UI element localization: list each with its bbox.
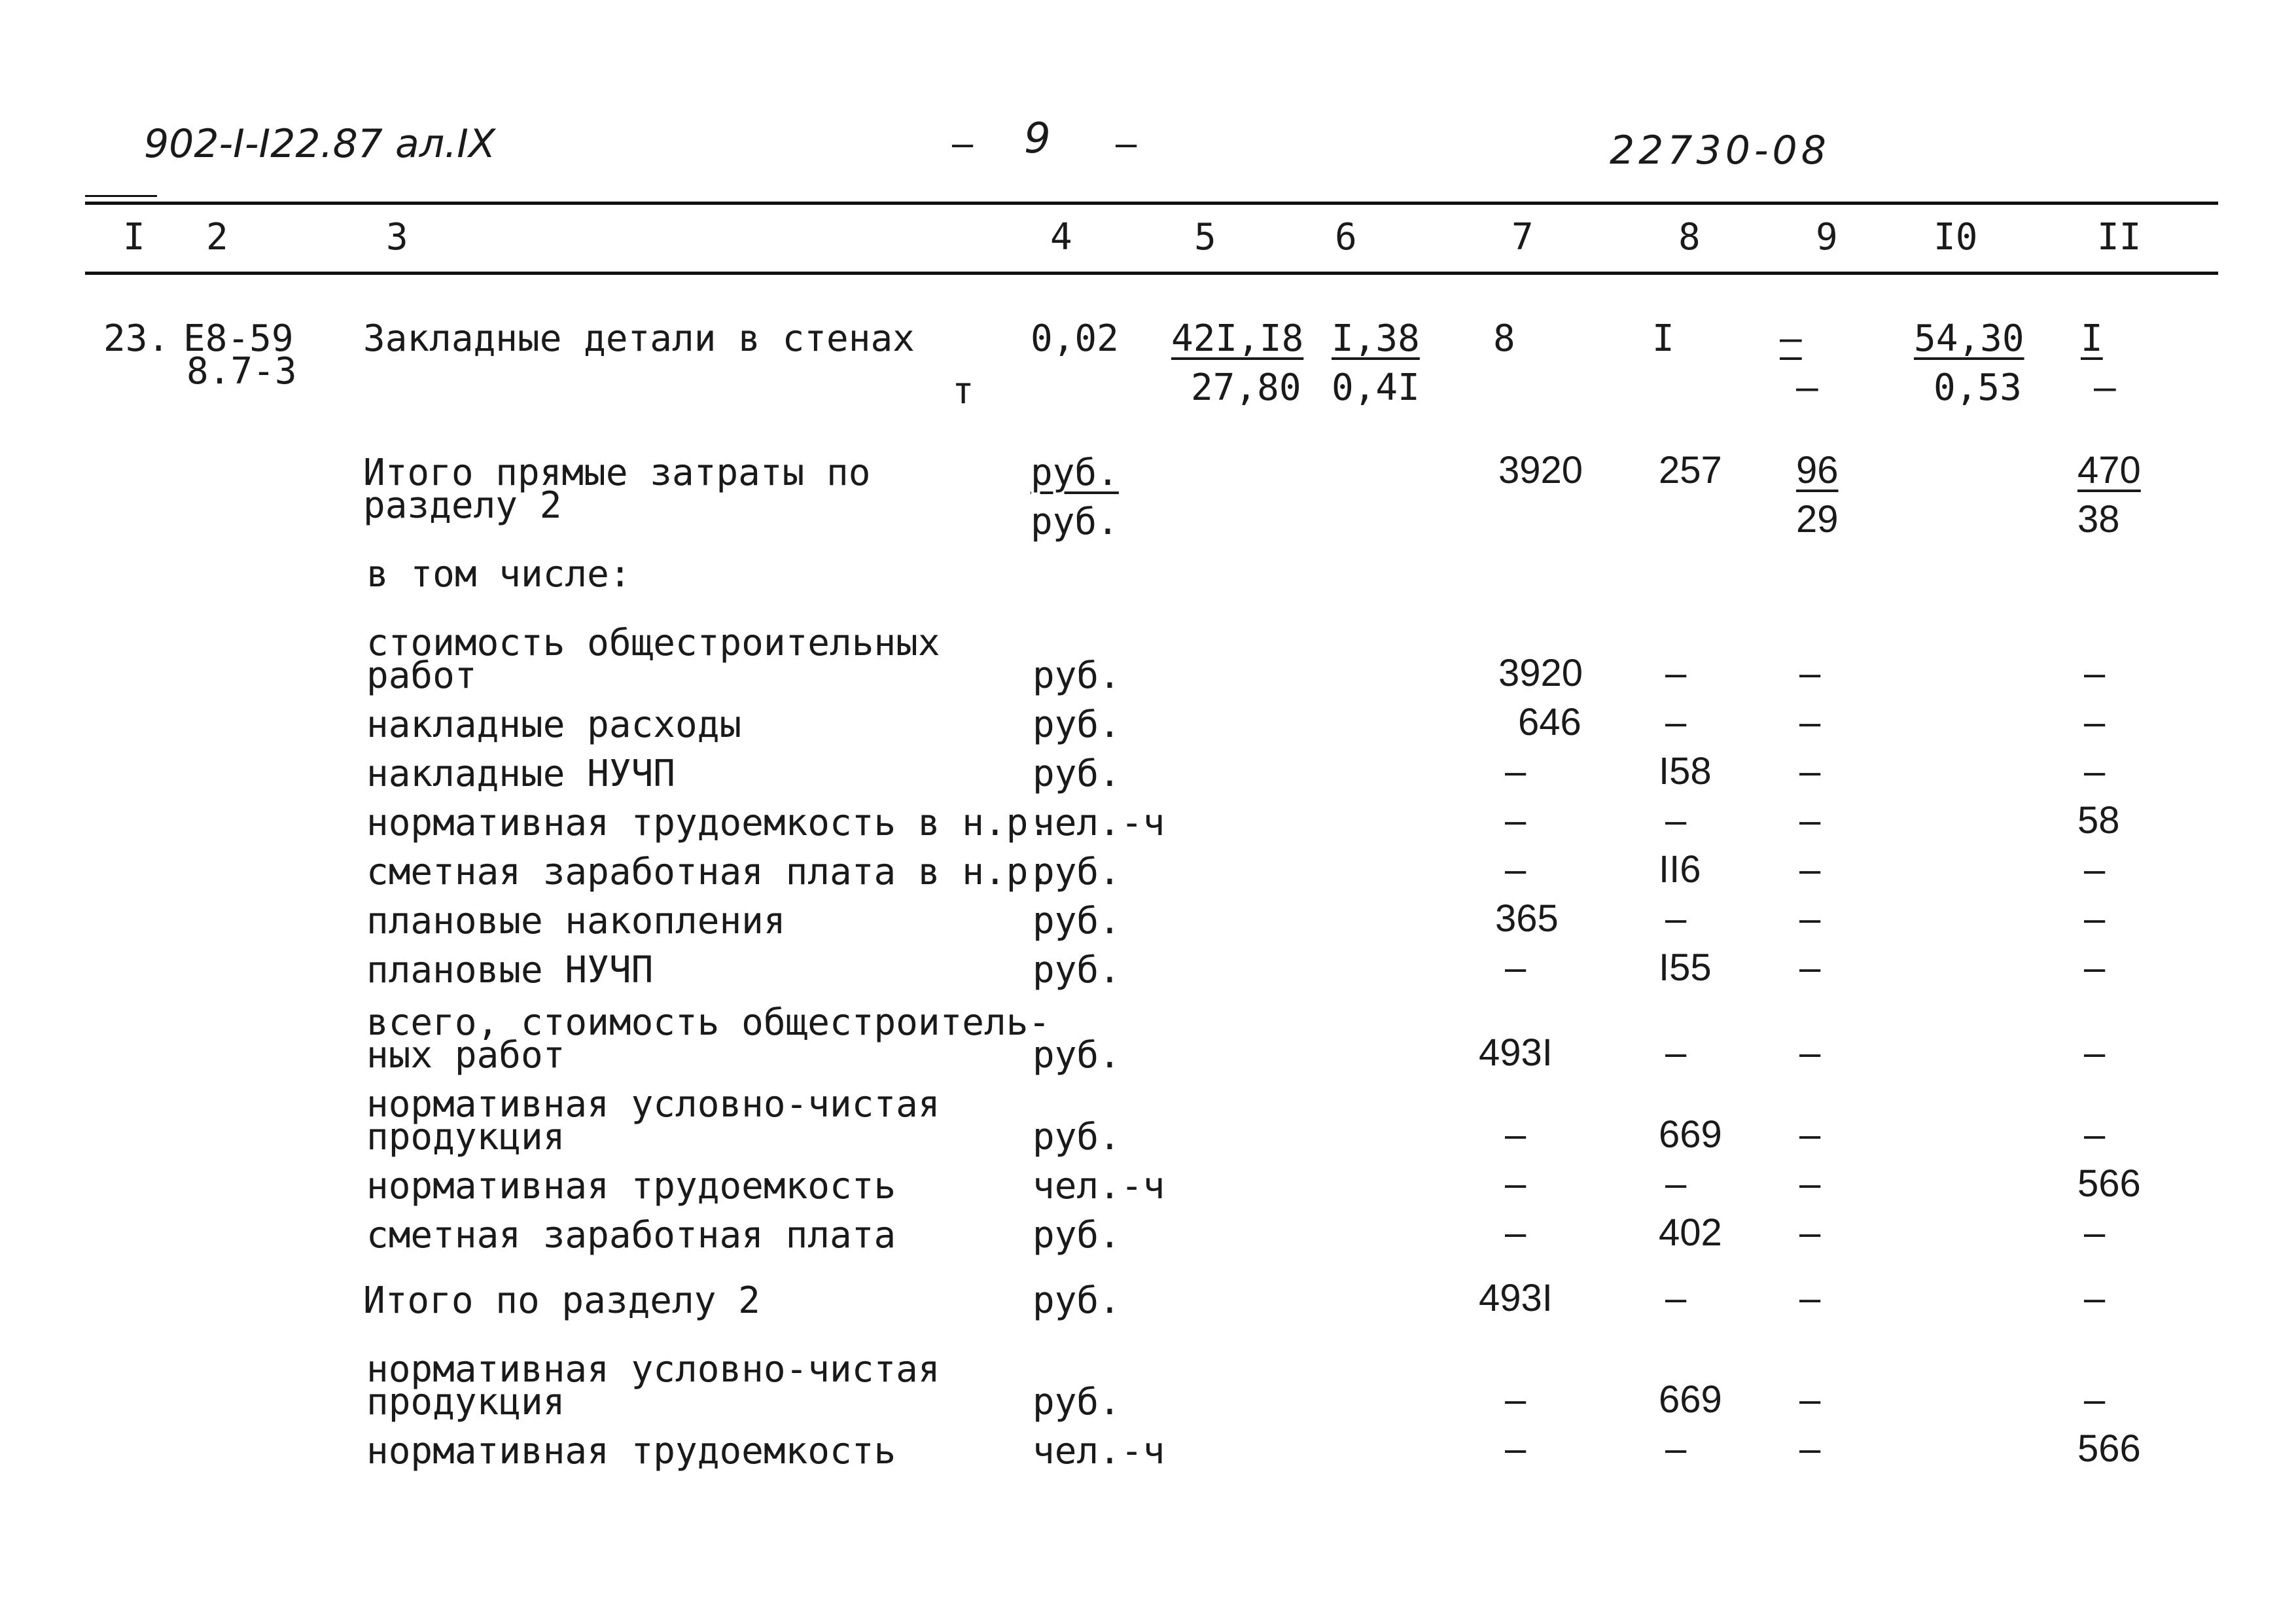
total-direct-label-1: Итого прямые затраты по	[363, 452, 871, 494]
row-label: накладные НУЧП	[366, 753, 676, 795]
page-number: 9	[1024, 115, 1051, 163]
row-unit: руб.	[1033, 704, 1121, 746]
row-c8: 402	[1659, 1211, 1722, 1254]
row-c8: –	[1665, 799, 1687, 842]
total-direct-unit-2: руб.	[1031, 501, 1119, 543]
total-direct-c11-bottom: 38	[2077, 498, 2120, 541]
item-col9-bottom: –	[1796, 366, 1818, 409]
total-direct-label-2: разделу 2	[363, 484, 562, 527]
short-rule	[85, 195, 157, 197]
row-c11: –	[2084, 848, 2106, 891]
row-c11: –	[2084, 652, 2106, 694]
row-c7: –	[1505, 799, 1527, 842]
row-c8: 669	[1659, 1113, 1722, 1156]
item-col5-top: 42I,I8	[1171, 317, 1304, 360]
page-dash-left: –	[952, 122, 974, 164]
row-c7: 493I	[1479, 1277, 1553, 1319]
row-c9: –	[1799, 1211, 1821, 1254]
row-c9: –	[1799, 1378, 1821, 1421]
total-direct-c9-top: 96	[1796, 449, 1839, 491]
item-col8: I	[1652, 317, 1674, 360]
item-number: 23.	[103, 317, 170, 360]
row-label: сметная заработная плата	[366, 1214, 896, 1257]
row-c11: –	[2084, 1031, 2106, 1074]
including-label: в том числе:	[366, 553, 631, 596]
row-unit: руб.	[1033, 753, 1121, 795]
document-code: 902-I-I22.87 ал.IX	[144, 121, 496, 167]
row-label: накладные расходы	[366, 704, 742, 746]
row-c7: –	[1505, 1211, 1527, 1254]
item-unit: т	[952, 370, 974, 412]
item-code-line2: 8.7-3	[186, 350, 297, 393]
row-c8: –	[1665, 701, 1687, 743]
item-col4: 0,02	[1031, 317, 1119, 360]
row-label: всего, стоимость общестроитель-	[366, 1001, 1051, 1044]
row-c11: –	[2084, 1378, 2106, 1421]
row-c8: I55	[1659, 946, 1712, 989]
col-header-8: 8	[1678, 216, 1701, 259]
total-direct-c11-top: 470	[2077, 449, 2141, 491]
row-c11: –	[2084, 946, 2106, 989]
row-c11: –	[2084, 750, 2106, 793]
row-c8: –	[1665, 897, 1687, 940]
row-c9: –	[1799, 1162, 1821, 1205]
row-c9: –	[1799, 799, 1821, 842]
row-c8: –	[1665, 1031, 1687, 1074]
total-direct-unit-1: руб.	[1031, 452, 1119, 494]
col-header-9: 9	[1816, 216, 1838, 259]
item-col7: 8	[1493, 317, 1515, 360]
row-unit: руб.	[1033, 654, 1121, 697]
row-c11: –	[2084, 701, 2106, 743]
row-c9: –	[1799, 1277, 1821, 1319]
item-col10-top: 54,30	[1914, 317, 2024, 360]
row-c9: –	[1799, 750, 1821, 793]
row-unit: руб.	[1033, 1381, 1121, 1423]
row-c8: II6	[1659, 848, 1701, 891]
row-c11: –	[2084, 1277, 2106, 1319]
row-c9: –	[1799, 848, 1821, 891]
item-col5-bottom: 27,80	[1191, 366, 1301, 409]
row-c7: 646	[1518, 701, 1581, 743]
row-label: стоимость общестроительных	[366, 622, 940, 664]
row-label: нормативная условно-чистая	[366, 1083, 940, 1126]
row-c7: –	[1505, 848, 1527, 891]
row-c11: 566	[2077, 1162, 2141, 1205]
row-unit: чел.-ч	[1033, 1430, 1165, 1472]
row-label: нормативная трудоемкость	[366, 1430, 896, 1472]
total-direct-c8: 257	[1659, 449, 1722, 491]
row-c8: –	[1665, 652, 1687, 694]
row-c9: –	[1799, 1031, 1821, 1074]
col-header-3: 3	[386, 216, 408, 259]
row-label-2: работ	[366, 654, 477, 697]
row-c9: –	[1799, 897, 1821, 940]
row-label: сметная заработная плата в н.р.	[366, 851, 1051, 893]
row-label-2: ных работ	[366, 1034, 565, 1077]
row-c7: 3920	[1498, 652, 1583, 694]
col-header-5: 5	[1194, 216, 1216, 259]
row-label: нормативная условно-чистая	[366, 1348, 940, 1391]
row-c9: –	[1799, 946, 1821, 989]
col-header-6: 6	[1335, 216, 1357, 259]
row-unit: чел.-ч	[1033, 802, 1165, 844]
row-c7: 365	[1495, 897, 1559, 940]
row-c8: –	[1665, 1277, 1687, 1319]
row-c8: 669	[1659, 1378, 1722, 1421]
row-c7: –	[1505, 1162, 1527, 1205]
row-label: нормативная трудоемкость в н.р.	[366, 802, 1051, 844]
row-c9: –	[1799, 1427, 1821, 1470]
item-col9-top: –	[1780, 317, 1802, 360]
archive-number: 22730-08	[1610, 128, 1830, 173]
row-unit: чел.-ч	[1033, 1165, 1165, 1207]
row-c11: 566	[2077, 1427, 2141, 1470]
col-header-1: I	[123, 216, 145, 259]
row-c8: –	[1665, 1162, 1687, 1205]
row-c9: –	[1799, 652, 1821, 694]
page-dash-right: –	[1116, 122, 1137, 164]
total-direct-c7: 3920	[1498, 449, 1583, 491]
row-c9: –	[1799, 701, 1821, 743]
row-unit: руб.	[1033, 851, 1121, 893]
row-label-2: продукция	[366, 1116, 565, 1158]
item-code-line1: Е8-59	[183, 317, 294, 360]
col-header-10: I0	[1934, 216, 1978, 259]
row-c7: –	[1505, 750, 1527, 793]
row-c8: I58	[1659, 750, 1712, 793]
row-unit: руб.	[1033, 900, 1121, 942]
row-unit: руб.	[1033, 1034, 1121, 1077]
row-c7: –	[1505, 946, 1527, 989]
item-col6-top: I,38	[1332, 317, 1420, 360]
row-c7: 493I	[1479, 1031, 1553, 1074]
row-unit: руб.	[1033, 1279, 1121, 1322]
row-unit: руб.	[1033, 1116, 1121, 1158]
row-c11: –	[2084, 897, 2106, 940]
header-bottom-rule	[85, 272, 2218, 275]
row-c9: –	[1799, 1113, 1821, 1156]
item-col10-bottom: 0,53	[1934, 366, 2022, 409]
item-name: Закладные детали в стенах	[363, 317, 915, 360]
col-header-4: 4	[1050, 216, 1072, 259]
row-unit: руб.	[1033, 949, 1121, 991]
item-col11-top: I	[2081, 317, 2103, 360]
total-direct-c9-bottom: 29	[1796, 498, 1839, 541]
row-c7: –	[1505, 1113, 1527, 1156]
item-col11-bottom: –	[2094, 366, 2116, 409]
header-top-rule	[85, 202, 2218, 205]
row-label-2: продукция	[366, 1381, 565, 1423]
row-label: нормативная трудоемкость	[366, 1165, 896, 1207]
row-c11: 58	[2077, 799, 2120, 842]
row-unit: руб.	[1033, 1214, 1121, 1257]
row-c11: –	[2084, 1211, 2106, 1254]
section-total-label: Итого по разделу 2	[363, 1279, 760, 1322]
row-c8: –	[1665, 1427, 1687, 1470]
item-col6-bottom: 0,4I	[1332, 366, 1420, 409]
row-c7: –	[1505, 1427, 1527, 1470]
col-header-7: 7	[1511, 216, 1534, 259]
row-c7: –	[1505, 1378, 1527, 1421]
row-label: плановые накопления	[366, 900, 786, 942]
row-c11: –	[2084, 1113, 2106, 1156]
col-header-11: II	[2097, 216, 2142, 259]
col-header-2: 2	[206, 216, 228, 259]
row-label: плановые НУЧП	[366, 949, 654, 991]
